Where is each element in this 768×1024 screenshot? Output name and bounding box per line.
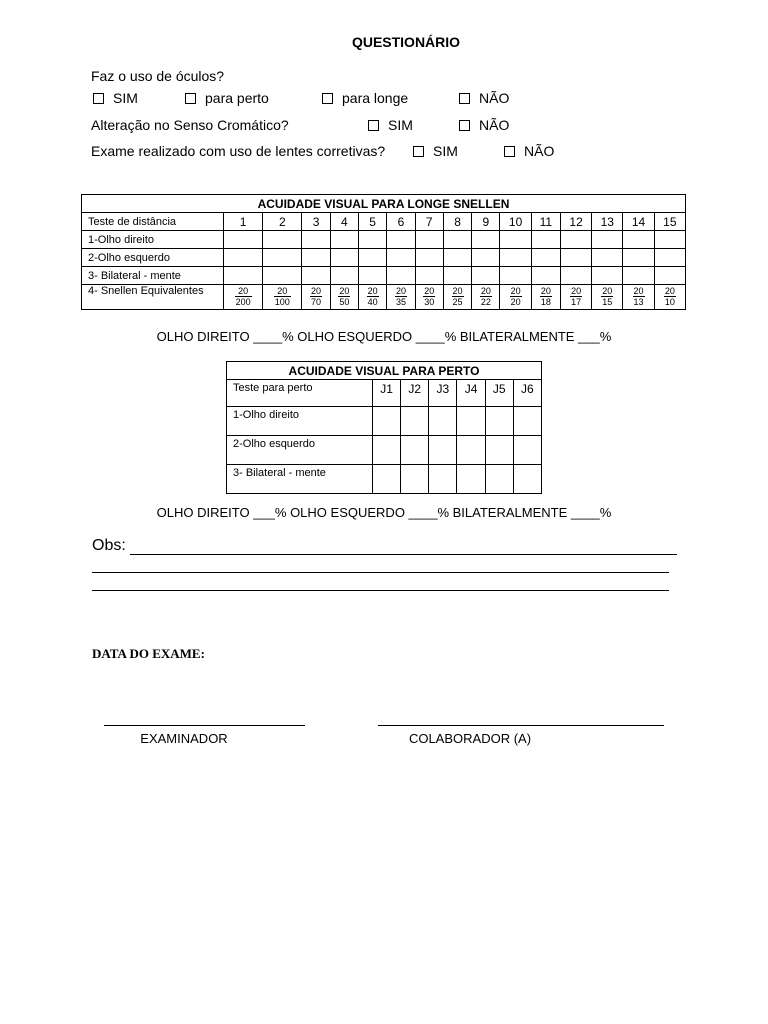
far-cell[interactable] [387, 267, 415, 285]
near-cell[interactable] [485, 465, 513, 494]
far-col-10: 10 [500, 213, 531, 231]
far-cell[interactable] [500, 267, 531, 285]
percent-line-near: OLHO DIREITO ___% OLHO ESQUERDO ____% BILATERALMENTE ____% [156, 505, 612, 520]
snellen-fraction: $\frac{20}{50}$ [339, 286, 350, 307]
far-cell[interactable] [654, 267, 685, 285]
near-col-j1: J1 [373, 380, 401, 407]
far-cell[interactable] [623, 231, 654, 249]
far-cell[interactable] [330, 231, 358, 249]
far-cell[interactable] [560, 267, 591, 285]
far-cell[interactable] [531, 231, 560, 249]
far-cell[interactable] [500, 249, 531, 267]
checkbox-icon [185, 93, 196, 104]
far-cell[interactable] [415, 249, 443, 267]
near-row-bilateral: 3- Bilateral - mente [227, 465, 373, 494]
snellen-fraction: $\frac{20}{25}$ [452, 286, 463, 307]
far-cell[interactable] [263, 267, 302, 285]
near-table-title: ACUIDADE VISUAL PARA PERTO [227, 362, 542, 380]
snellen-fraction: $\frac{20}{17}$ [571, 286, 582, 307]
near-cell[interactable] [373, 436, 401, 465]
obs-line-2[interactable] [92, 572, 669, 573]
far-cell[interactable] [560, 249, 591, 267]
near-cell[interactable] [373, 465, 401, 494]
far-col-9: 9 [472, 213, 500, 231]
near-cell[interactable] [513, 407, 541, 436]
near-cell[interactable] [513, 465, 541, 494]
collaborator-label: COLABORADOR (A) [408, 731, 532, 746]
far-cell[interactable] [359, 231, 387, 249]
near-row-left-eye: 2-Olho esquerdo [227, 436, 373, 465]
near-cell[interactable] [401, 465, 429, 494]
snellen-fraction: $\frac{20}{35}$ [395, 286, 406, 307]
far-cell[interactable] [224, 267, 263, 285]
snellen-fraction: $\frac{20}{200}$ [235, 286, 251, 307]
checkbox-glasses-longe[interactable]: para longe [322, 90, 408, 106]
near-col-j6: J6 [513, 380, 541, 407]
far-cell[interactable] [592, 249, 623, 267]
near-col-j2: J2 [401, 380, 429, 407]
near-cell[interactable] [485, 436, 513, 465]
checkbox-glasses-sim[interactable]: SIM [93, 90, 138, 106]
far-cell[interactable] [654, 231, 685, 249]
checkbox-lenses-nao[interactable]: NÃO [504, 143, 554, 159]
snellen-label: 4- Snellen Equivalentes [82, 285, 224, 310]
snellen-fraction: $\frac{20}{15}$ [602, 286, 613, 307]
obs-line-1[interactable] [130, 554, 677, 555]
far-cell[interactable] [592, 231, 623, 249]
far-col-15: 15 [654, 213, 685, 231]
far-col-13: 13 [592, 213, 623, 231]
near-cell[interactable] [485, 407, 513, 436]
far-cell[interactable] [531, 267, 560, 285]
checkbox-icon [459, 120, 470, 131]
far-vision-table [81, 194, 686, 310]
examiner-label: EXAMINADOR [140, 731, 228, 746]
far-cell[interactable] [443, 267, 471, 285]
far-col-8: 8 [443, 213, 471, 231]
far-cell[interactable] [387, 249, 415, 267]
far-col-5: 5 [359, 213, 387, 231]
far-cell[interactable] [472, 231, 500, 249]
far-cell[interactable] [592, 267, 623, 285]
far-row-right-eye: 1-Olho direito [82, 231, 224, 249]
near-cell[interactable] [373, 407, 401, 436]
far-col-14: 14 [623, 213, 654, 231]
table-row [82, 249, 686, 267]
far-cell[interactable] [443, 231, 471, 249]
far-col-1: 1 [224, 213, 263, 231]
near-col-j5: J5 [485, 380, 513, 407]
far-cell[interactable] [415, 231, 443, 249]
table-row [227, 465, 542, 494]
far-col-12: 12 [560, 213, 591, 231]
far-cell[interactable] [654, 249, 685, 267]
near-table-header-row [227, 380, 542, 407]
far-col-7: 7 [415, 213, 443, 231]
snellen-row [82, 285, 686, 310]
far-cell[interactable] [302, 231, 330, 249]
near-header-label: Teste para perto [227, 380, 373, 407]
far-col-6: 6 [387, 213, 415, 231]
snellen-fraction: $\frac{20}{40}$ [367, 286, 378, 307]
near-vision-table [226, 361, 542, 494]
exam-date-label: DATA DO EXAME: [92, 646, 205, 661]
checkbox-color-sim[interactable]: SIM [368, 117, 413, 133]
checkbox-lenses-sim[interactable]: SIM [413, 143, 458, 159]
far-table-title: ACUIDADE VISUAL PARA LONGE SNELLEN [82, 195, 686, 213]
table-row [227, 436, 542, 465]
page-title: QUESTIONÁRIO [351, 34, 461, 50]
percent-line-far: OLHO DIREITO ____% OLHO ESQUERDO ____% BILATERALMENTE ___% [156, 329, 612, 344]
snellen-fraction: $\frac{20}{100}$ [274, 286, 290, 307]
near-cell[interactable] [429, 407, 457, 436]
far-cell[interactable] [359, 267, 387, 285]
snellen-fraction: $\frac{20}{10}$ [664, 286, 675, 307]
checkbox-icon [368, 120, 379, 131]
snellen-fraction: $\frac{20}{70}$ [311, 286, 322, 307]
far-cell[interactable] [224, 231, 263, 249]
near-cell[interactable] [429, 465, 457, 494]
snellen-fraction: $\frac{20}{22}$ [480, 286, 491, 307]
near-row-right-eye: 1-Olho direito [227, 407, 373, 436]
far-col-3: 3 [302, 213, 330, 231]
far-cell[interactable] [623, 249, 654, 267]
far-cell[interactable] [263, 249, 302, 267]
far-cell[interactable] [623, 267, 654, 285]
near-cell[interactable] [401, 407, 429, 436]
near-cell[interactable] [457, 407, 485, 436]
far-cell[interactable] [302, 267, 330, 285]
far-cell[interactable] [387, 231, 415, 249]
far-col-11: 11 [531, 213, 560, 231]
far-cell[interactable] [330, 267, 358, 285]
far-cell[interactable] [500, 231, 531, 249]
far-cell[interactable] [443, 249, 471, 267]
question-glasses: Faz o uso de óculos? [91, 68, 225, 84]
far-cell[interactable] [531, 249, 560, 267]
far-cell[interactable] [263, 231, 302, 249]
obs-line-3[interactable] [92, 590, 669, 591]
near-cell[interactable] [457, 436, 485, 465]
checkbox-color-nao[interactable]: NÃO [459, 117, 509, 133]
checkbox-icon [93, 93, 104, 104]
checkbox-glasses-perto[interactable]: para perto [185, 90, 269, 106]
question-corrective-lenses: Exame realizado com uso de lentes corretivas? [91, 143, 386, 159]
snellen-fraction: $\frac{20}{18}$ [540, 286, 551, 307]
obs-label: Obs: [92, 537, 126, 554]
collaborator-signature-line[interactable] [378, 725, 664, 726]
snellen-fraction: $\frac{20}{30}$ [424, 286, 435, 307]
checkbox-icon [322, 93, 333, 104]
far-row-bilateral: 3- Bilateral - mente [82, 267, 224, 285]
table-row [82, 231, 686, 249]
near-cell[interactable] [429, 436, 457, 465]
table-row [82, 267, 686, 285]
far-cell[interactable] [330, 249, 358, 267]
far-cell[interactable] [472, 267, 500, 285]
near-col-j3: J3 [429, 380, 457, 407]
far-header-label: Teste de distância [82, 213, 224, 231]
far-cell[interactable] [472, 249, 500, 267]
examiner-signature-line[interactable] [104, 725, 305, 726]
question-color-sense: Alteração no Senso Cromático? [91, 117, 289, 133]
near-col-j4: J4 [457, 380, 485, 407]
snellen-fraction: $\frac{20}{20}$ [510, 286, 521, 307]
checkbox-glasses-nao[interactable]: NÃO [459, 90, 509, 106]
far-cell[interactable] [359, 249, 387, 267]
far-cell[interactable] [224, 249, 263, 267]
checkbox-icon [459, 93, 470, 104]
checkbox-icon [413, 146, 424, 157]
snellen-fraction: $\frac{20}{13}$ [633, 286, 644, 307]
near-cell[interactable] [401, 436, 429, 465]
far-col-4: 4 [330, 213, 358, 231]
far-cell[interactable] [302, 249, 330, 267]
checkbox-icon [504, 146, 515, 157]
near-cell[interactable] [457, 465, 485, 494]
far-cell[interactable] [560, 231, 591, 249]
near-cell[interactable] [513, 436, 541, 465]
far-col-2: 2 [263, 213, 302, 231]
far-table-header-row [82, 213, 686, 231]
table-row [227, 407, 542, 436]
far-cell[interactable] [415, 267, 443, 285]
far-row-left-eye: 2-Olho esquerdo [82, 249, 224, 267]
